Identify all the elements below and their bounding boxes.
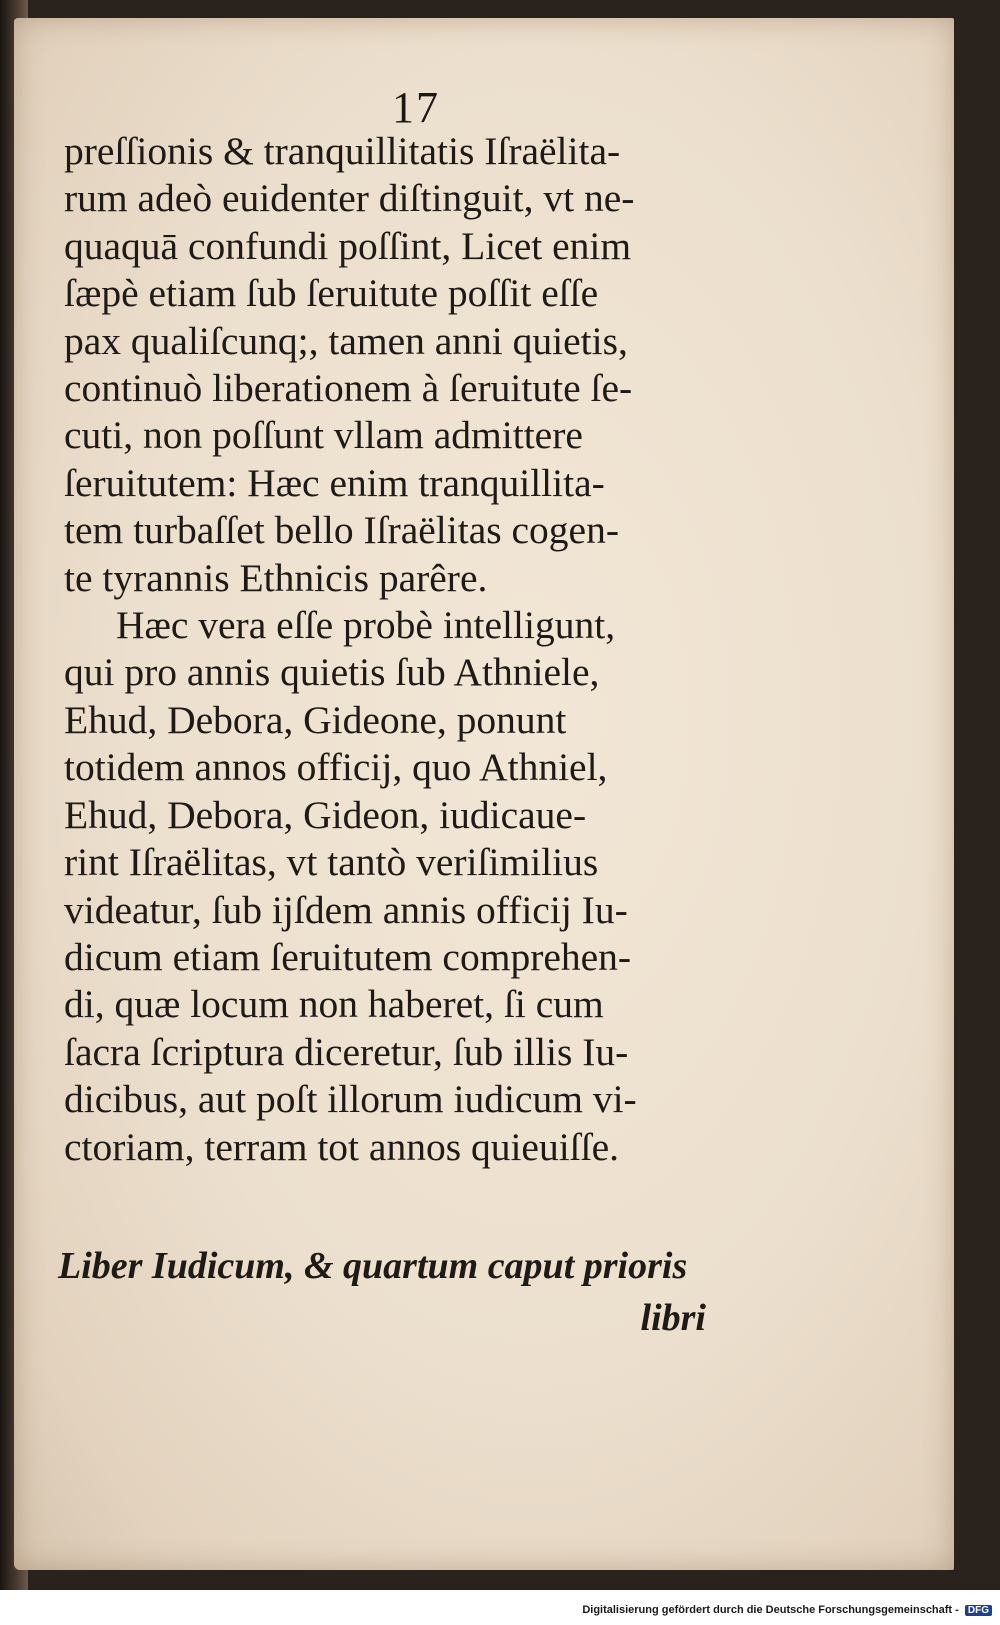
text-line: Ehud, Debora, Gideon, iudicaue-: [64, 792, 587, 837]
text-line: cuti, non poſſunt vllam admittere: [64, 413, 583, 458]
heading-line: libri: [640, 1297, 706, 1339]
text-line: Hæc vera eſſe probè intelligunt,: [116, 603, 616, 648]
page-number: 17: [392, 83, 440, 132]
text-line: Ehud, Debora, Gideone, ponunt: [64, 697, 567, 742]
heading-line: Liber Iudicum, & quartum caput prioris: [58, 1245, 688, 1287]
text-line: te tyrannis Ethnicis parêre.: [64, 555, 488, 600]
text-line: rint Iſraëlitas, vt tantò veriſimilius: [64, 840, 599, 885]
dfg-logo-icon: DFG: [965, 1605, 992, 1616]
book-page: [14, 18, 954, 1570]
section-heading: [58, 1240, 718, 1344]
text-line: continuò liberationem à ſeruitute ſe-: [64, 366, 633, 411]
text-line: pax qualiſcunq;, tamen anni quietis,: [64, 318, 628, 363]
funding-text: Digitalisierung gefördert durch die Deutsche Forschungsgemeinschaft -: [582, 1604, 959, 1616]
text-line: ſacra ſcriptura diceretur, ſub illis Iu-: [64, 1029, 629, 1074]
text-line: qui pro annis quietis ſub Athniele,: [64, 650, 600, 695]
text-line: di, quæ locum non haberet, ſi cum: [64, 982, 604, 1027]
body-text: [64, 128, 724, 1171]
text-line: dicum etiam ſeruitutem comprehen-: [64, 934, 632, 979]
text-line: ſeruitutem: Hæc enim tranquillita-: [64, 460, 605, 505]
text-line: ctoriam, terram tot annos quieuiſſe.: [64, 1124, 620, 1169]
text-line: ſæpè etiam ſub ſeruitute poſſit eſſe: [64, 271, 599, 316]
text-line: dicibus, aut poſt illorum iudicum vi-: [64, 1077, 637, 1122]
funding-notice: [582, 1604, 992, 1616]
text-line: tem turbaſſet bello Iſraëlitas cogen-: [64, 508, 619, 553]
text-line: totidem annos officij, quo Athniel,: [64, 745, 608, 790]
text-line: quaquā confundi poſſint, Licet enim: [64, 223, 632, 268]
text-line: videatur, ſub ijſdem annis officij Iu-: [64, 887, 628, 932]
text-line: preſſionis & tranquillitatis Iſraëlita-: [64, 129, 621, 173]
text-line: rum adeò euidenter diſtinguit, vt ne-: [64, 176, 635, 221]
